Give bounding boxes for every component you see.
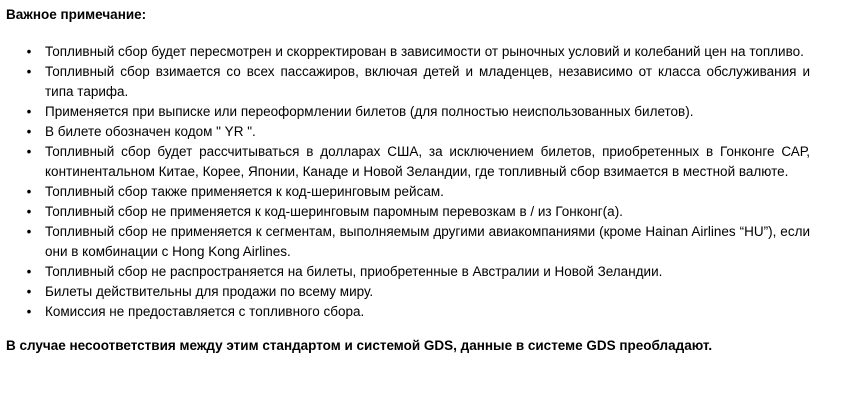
list-item-text: Топливный сбор будет пересмотрен и скорректирован в зависимости от рыночных условий и колебаний цен на топливо.: [45, 44, 804, 59]
bullet-icon: •: [26, 144, 32, 159]
list-item-text: Билеты действительны для продажи по всему миру.: [45, 284, 374, 299]
bullet-icon: •: [26, 204, 32, 219]
list-item: [26, 122, 836, 142]
list-item-text: Топливный сбор будет рассчитываться в долларах США, за исключением билетов, приобретенных в Гонконге САР, континентальном Китае, Корее, Японии, Канаде и Новой Зеландии, где топливный сбор взимается в местной валюте.: [45, 144, 810, 179]
notes-list: [6, 42, 836, 322]
list-item: [26, 182, 836, 202]
bullet-icon: •: [26, 104, 32, 119]
list-item: [26, 302, 836, 322]
list-item-text: Топливный сбор также применяется к код-шеринговым рейсам.: [45, 184, 444, 199]
list-item: [26, 262, 836, 282]
list-item-text: Комиссия не предоставляется с топливного сбора.: [45, 304, 365, 319]
list-item: [26, 282, 836, 302]
bullet-icon: •: [26, 184, 32, 199]
list-item-text: Топливный сбор не распространяется на билеты, приобретенные в Австралии и Новой Зеландии.: [45, 264, 663, 279]
list-item: [26, 142, 836, 182]
bullet-icon: •: [26, 284, 32, 299]
bullet-icon: •: [26, 304, 32, 319]
list-item-text: Топливный сбор не применяется к код-шеринговым паромным перевозкам в / из Гонконг(а).: [45, 204, 623, 219]
gds-precedence-note: В случае несоответствия между этим стандартом и системой GDS, данные в системе GDS преобладают.: [6, 338, 713, 353]
list-item: [26, 202, 836, 222]
bullet-icon: •: [26, 44, 32, 59]
list-item-text: Топливный сбор взимается со всех пассажиров, включая детей и младенцев, независимо от класса обслуживания и типа тарифа.: [45, 64, 810, 99]
list-item: [26, 62, 836, 102]
list-item: [26, 42, 836, 62]
bullet-icon: •: [26, 264, 32, 279]
list-item-text: Применяется при выписке или переоформлении билетов (для полностью неиспользованных билетов).: [45, 104, 694, 119]
list-item: [26, 222, 836, 262]
bullet-icon: •: [26, 124, 32, 139]
list-item: [26, 102, 836, 122]
list-item-text: В билете обозначен кодом " YR ".: [45, 124, 256, 139]
list-item-text: Топливный сбор не применяется к сегментам, выполняемым другими авиакомпаниями (кроме Hainan Airlines “HU”), если они в комбинации с Hong Kong Airlines.: [45, 224, 810, 259]
notice-heading: Важное примечание:: [6, 7, 147, 22]
bullet-icon: •: [26, 64, 32, 79]
bullet-icon: •: [26, 224, 32, 239]
